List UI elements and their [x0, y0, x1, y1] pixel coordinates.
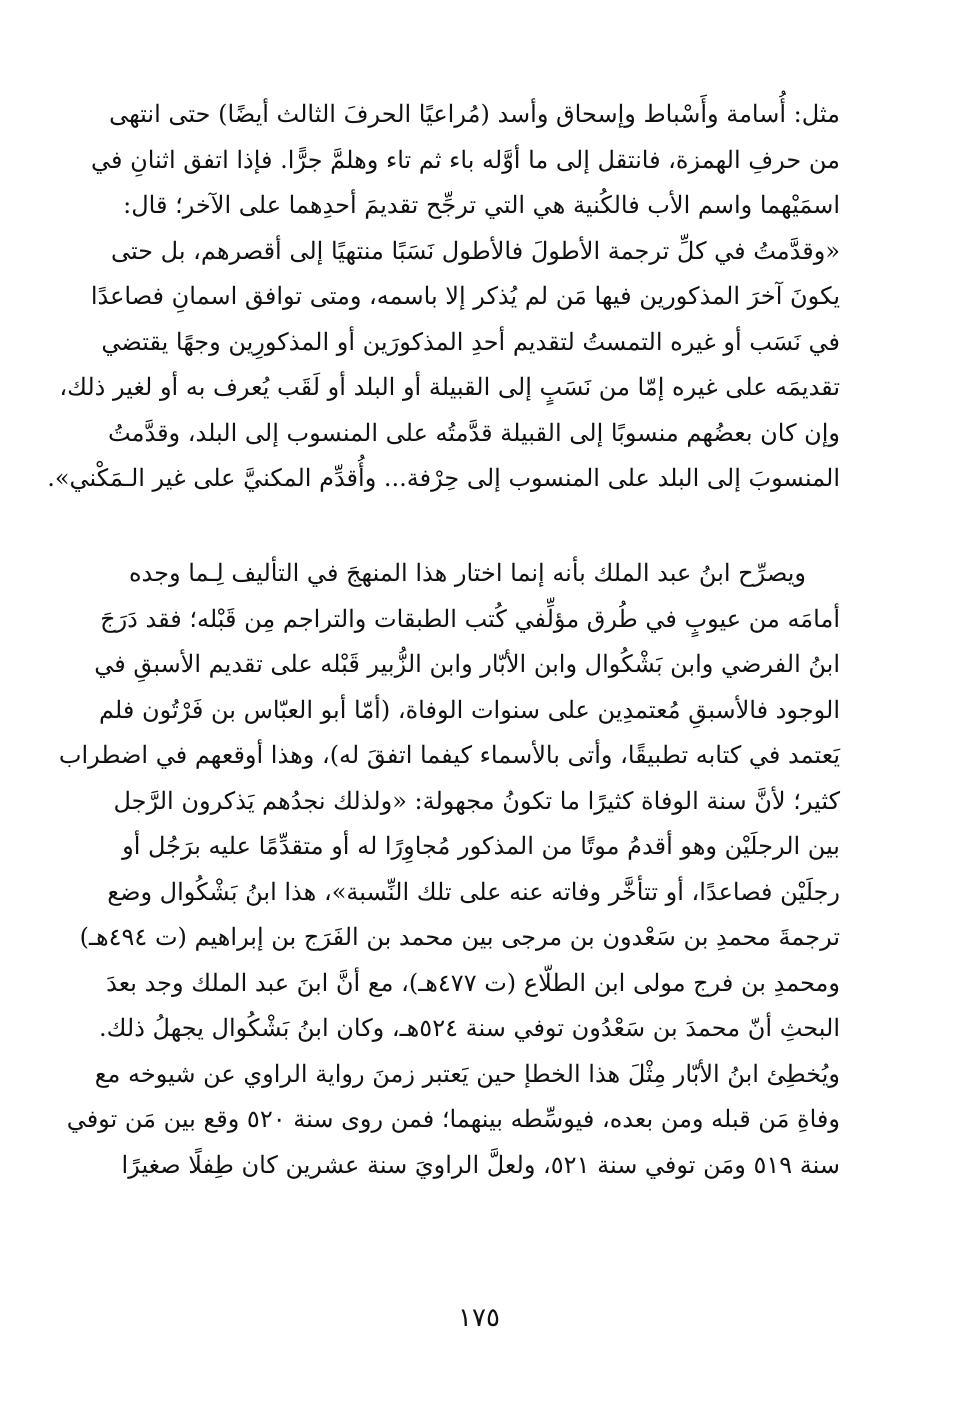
paragraph-1 [47, 92, 840, 502]
text-line: ترجمةَ محمدِ بن سَعْدون بن مرجى بين محمد بن الفَرَج بن إبراهيم (ت ٤٩٤هـ) [79, 923, 840, 951]
text-line: اسمَيْهما واسم الأب فالكُنية هي التي ترجِّح تقديمَ أحدِهما على الآخر؛ قال: [123, 191, 840, 219]
text-line: يكونَ آخرَ المذكورين فيها مَن لم يُذكر إلا باسمه، ومتى توافق اسمانِ فصاعدًا [90, 282, 840, 310]
text-line: ويصرِّح ابنُ عبد الملك بأنه إنما اختار هذا المنهجَ في التأليف لِـما وجده [128, 559, 806, 587]
text-line: البحثِ أنّ محمدَ بن سَعْدُون توفي سنة ٥٢٤هـ، وكان ابنُ بَشْكُوال يجهلُ ذلك. [99, 1014, 840, 1042]
text-line: كثير؛ لأنَّ سنة الوفاة كثيرًا ما تكونُ مجهولة: «ولذلك نجدُهم يَذكرون الرَّجل [113, 786, 840, 815]
page-number: ١٧٥ [458, 1303, 500, 1333]
text-line: ومحمدِ بن فرج مولى ابن الطلّاع (ت ٤٧٧هـ)، مع أنَّ ابنَ عبد الملك وجد بعدَ [106, 968, 840, 997]
text-line: الوجود فالأسبقِ مُعتمدِين على سنوات الوفاة، (أمّا أبو العبّاس بن فَرْتُون فلم [98, 695, 840, 724]
text-line: ويُخطِئ ابنُ الأبّار مِثْلَ هذا الخطإ حين يَعتبر زمنَ رواية الراوي عن شيوخه مع [94, 1059, 840, 1088]
text-line: مثل: أُسامة وأَسْباط وإسحاق وأسد (مُراعيًا الحرفَ الثالث أيضًا) حتى انتهى [109, 100, 840, 128]
text-line: ابنُ الفرضي وابن بَشْكُوال وابن الأبّار وابن الزُّبير قَبْله على تقديم الأسبقِ في [94, 650, 840, 678]
text-line: أمامَه من عيوبٍ في طُرق مؤلِّفي كُتب الطبقات والتراجم مِن قَبْله؛ فقد دَرَجَ [100, 604, 840, 633]
text-line: في نَسَب أو غيره التمستُ لتقديم أحدِ المذكورَين أو المذكورِين وجهًا يقتضي [101, 327, 840, 356]
text-line: «وقدَّمتُ في كلِّ ترجمة الأطولَ فالأطول نَسَبًا منتهيًا إلى أقصرهم، بل حتى [110, 236, 840, 265]
text-line: رجلَيْن فصاعدًا، أو تتأخَّر وفاته عنه على تلك النِّسبة»، هذا ابنُ بَشْكُوال وضع [107, 877, 840, 906]
text-line: وفاةِ مَن قبله ومن بعده، فيوسِّطه بينهما؛ فمن روى سنة ٥٢٠ وقع بين مَن توفي [66, 1105, 840, 1133]
text-line: بين الرجلَيْن وهو أقدمُ موتًا من المذكور مُجاوِرًا له أو متقدِّمًا عليه برَجُل أو [122, 832, 840, 860]
text-line: سنة ٥١٩ ومَن توفي سنة ٥٢١، ولعلَّ الراويَ سنة عشرين كان طِفلًا صغيرًا [121, 1150, 840, 1179]
text-line: تقديمَه على غيره إمّا من نَسَبٍ إلى القبيلة أو البلد أو لَقَب يُعرف به أو لغير ذلك، [59, 373, 840, 401]
text-line: يَعتمد في كتابه تطبيقًا، وأتى بالأسماء كيفما اتفقَ له)، وهذا أوقعهم في اضطراب [58, 741, 840, 769]
paragraph-2 [58, 551, 840, 1188]
text-line: وإن كان بعضُهم منسوبًا إلى القبيلة قدَّمتُه على المنسوب إلى البلد، وقدَّمتُ [108, 418, 840, 447]
text-line: المنسوبَ إلى البلد على المنسوب إلى حِرْفة... وأُقدِّم المكنيَّ على غير الـمَكْني». [47, 464, 840, 492]
text-line: من حرفِ الهمزة، فانتقل إلى ما أوَّله باء ثم تاء وهلمَّ جرًّا. فإذا اتفق اثنانِ في [90, 145, 840, 174]
